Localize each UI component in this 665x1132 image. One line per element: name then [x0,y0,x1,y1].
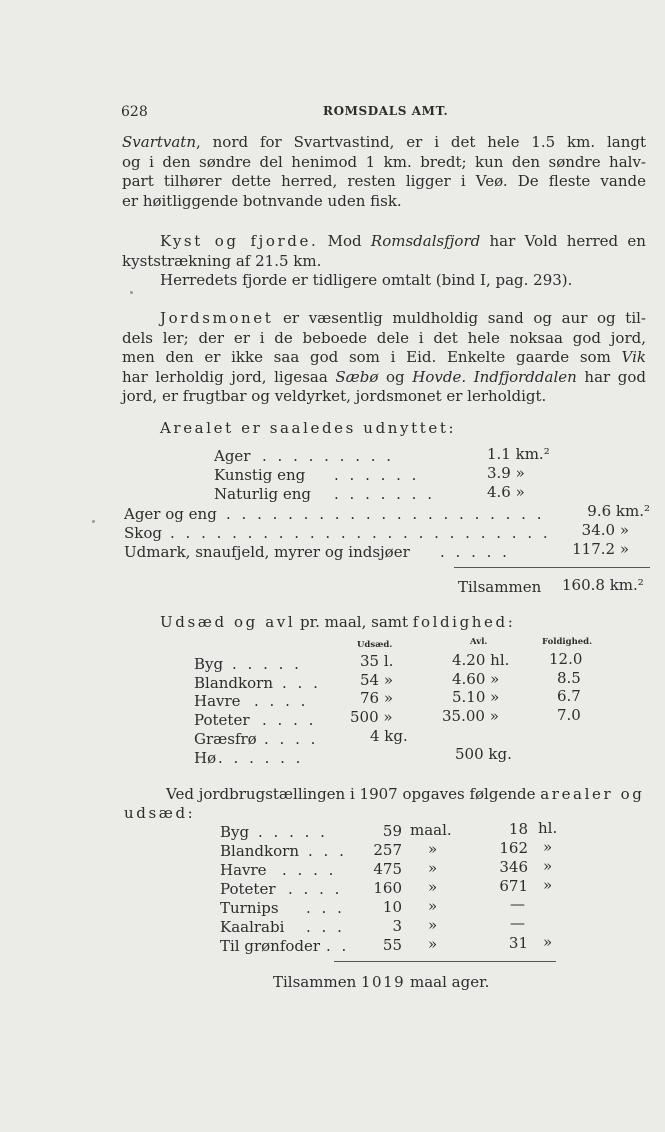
table-row-label: Hø [194,749,217,767]
areal-total-value: 160.8 km.² [562,576,644,594]
maal-unit: » [428,916,438,934]
tellingen-label: Kaalrabi [220,918,285,936]
paragraph-svartvatn: Svartvatn, nord for Svartvastind, er i det hele 1.5 km. langt og i den søndre del henimod 1 km. bredt; kun den søndre halv- part tilhører dette herred, resten ligger i Veø. De fleste vande er høitliggende botnvande uden fisk. [122,133,646,210]
hl-unit: » [543,838,553,856]
tellingen-total: Tilsammen 1019 maal ager. [273,973,490,991]
hl-unit: hl. [538,819,558,837]
maal-cell: 257 [373,841,402,859]
areal-total-label: Tilsammen [458,578,542,596]
hl-cell: 18 [508,820,528,838]
udsaed-cell: 500 » [350,708,393,726]
udsaed-cell: 76 » [360,689,394,707]
areal-sub-value: 4.6 » [487,483,525,501]
maal-unit: » [428,859,438,877]
maal-cell: 10 [382,898,402,916]
udsaed-heading: Udsæd og avl pr. maal, samt foldighed: [160,613,516,631]
avl-cell: 500 kg. [455,745,512,763]
paragraph-kyst: Kyst og fjorde. Mod Romsdalsfjord har Vold herred en kyststrækning af 21.5 km. Herredets fjorde er tidligere omtalt (bind I, pag. 293). [122,232,646,289]
text-line: og i den søndre del henimod 1 km. bredt; kun den søndre halv- [122,152,646,171]
tellingen-label: Havre [220,861,267,879]
page-number: 628 [121,104,148,120]
fold-cell: 6.7 [557,687,581,705]
running-title: ROMSDALS AMT. [323,104,449,118]
table-row-label: Byg [194,655,224,673]
column-header: Udsæd. [357,640,393,650]
table-row-label: Græsfrø [194,730,257,748]
hl-cell: — [510,895,525,913]
spaced-lead: Kyst og fjorde. [160,232,319,250]
tellingen-label: Blandkorn [220,842,299,860]
areal-sub-label: Kunstig eng [214,466,306,484]
text-line: part tilhører dette herred, resten ligger i Veø. De fleste vande [122,172,646,190]
tellingen-label: Poteter [220,880,276,898]
spaced-lead: Jordsmonet [160,309,274,327]
maal-unit: » [428,935,438,953]
maal-cell: 160 [373,879,402,897]
maal-cell: 55 [382,936,402,954]
areal-label: Ager og eng [124,505,217,523]
areal-value: 117.2 » [572,540,629,558]
hl-cell: 346 [499,858,528,876]
maal-unit: » [428,878,438,896]
avl-cell: 5.10 » [452,688,500,706]
udsaed-cell: 54 » [360,671,394,689]
tellingen-label: Byg [220,823,250,841]
speck-mark [130,291,133,294]
areal-value: 9.6 km.² [587,502,650,520]
udsaed-cell: 4 kg. [370,727,408,745]
avl-cell: 4.20 hl. [452,651,510,669]
hl-cell: 162 [499,839,528,857]
areal-sub-value: 1.1 km.² [487,445,550,463]
hl-cell: 671 [499,877,528,895]
areal-sub-label: Ager [214,447,251,465]
hl-unit: » [543,933,553,951]
avl-cell: 35.00 » [442,707,499,725]
avl-cell: 4.60 » [452,670,500,688]
fold-cell: 8.5 [557,669,581,687]
tellingen-label: Turnips [220,899,279,917]
column-header: Foldighed. [542,637,593,647]
paragraph-jordsmonet: Jordsmonet er væsentlig muldholdig sand og aur og til- dels ler; der er i de beboede dele i det hele noksaa god jord, men den er ikke saa god som i Eid. Enkelte gaarde som Vik har lerholdig jord, ligesaa Sæbø og Hovde. Indfjorddalen har god jord, er frugtbar og veldyrket, jordsmonet er lerholdigt. [122,309,647,405]
areal-label: Udmark, snaufjeld, myrer og indsjøer [124,543,410,561]
hl-unit: » [543,857,553,875]
speck-mark [92,520,95,523]
fold-cell: 12.0 [549,650,583,668]
tellingen-label: Til grønfoder [220,937,321,955]
sum-rule [454,567,650,568]
table-row-label: Havre [194,692,241,710]
hl-cell: — [510,914,525,932]
text-line: er høitliggende botnvande uden fisk. [122,191,402,210]
areal-sub-value: 3.9 » [487,464,525,482]
fold-cell: 7.0 [557,706,581,724]
areal-value: 34.0 » [581,521,629,539]
maal-cell: 3 [392,917,402,935]
tellingen-intro-cont: udsæd: [124,804,196,822]
maal-cell: 59 [382,822,402,840]
areal-heading: Arealet er saaledes udnyttet: [160,419,457,437]
hl-cell: 31 [508,934,528,952]
table-row-label: Poteter [194,711,250,729]
areal-sub-label: Naturlig eng [214,485,312,503]
maal-unit: » [428,840,438,858]
column-header: Avl. [470,637,488,647]
hl-unit: » [543,876,553,894]
sum-rule [334,961,556,962]
maal-cell: 475 [373,860,402,878]
maal-unit: » [428,897,438,915]
table-row-label: Blandkorn [194,674,273,692]
udsaed-cell: 35 l. [360,652,394,670]
place-name: Svartvatn [122,133,196,151]
maal-unit: maal. [410,821,452,839]
areal-label: Skog [124,524,162,542]
tellingen-intro: Ved jordbrugstællingen i 1907 opgaves følgende arealer og [166,785,645,803]
